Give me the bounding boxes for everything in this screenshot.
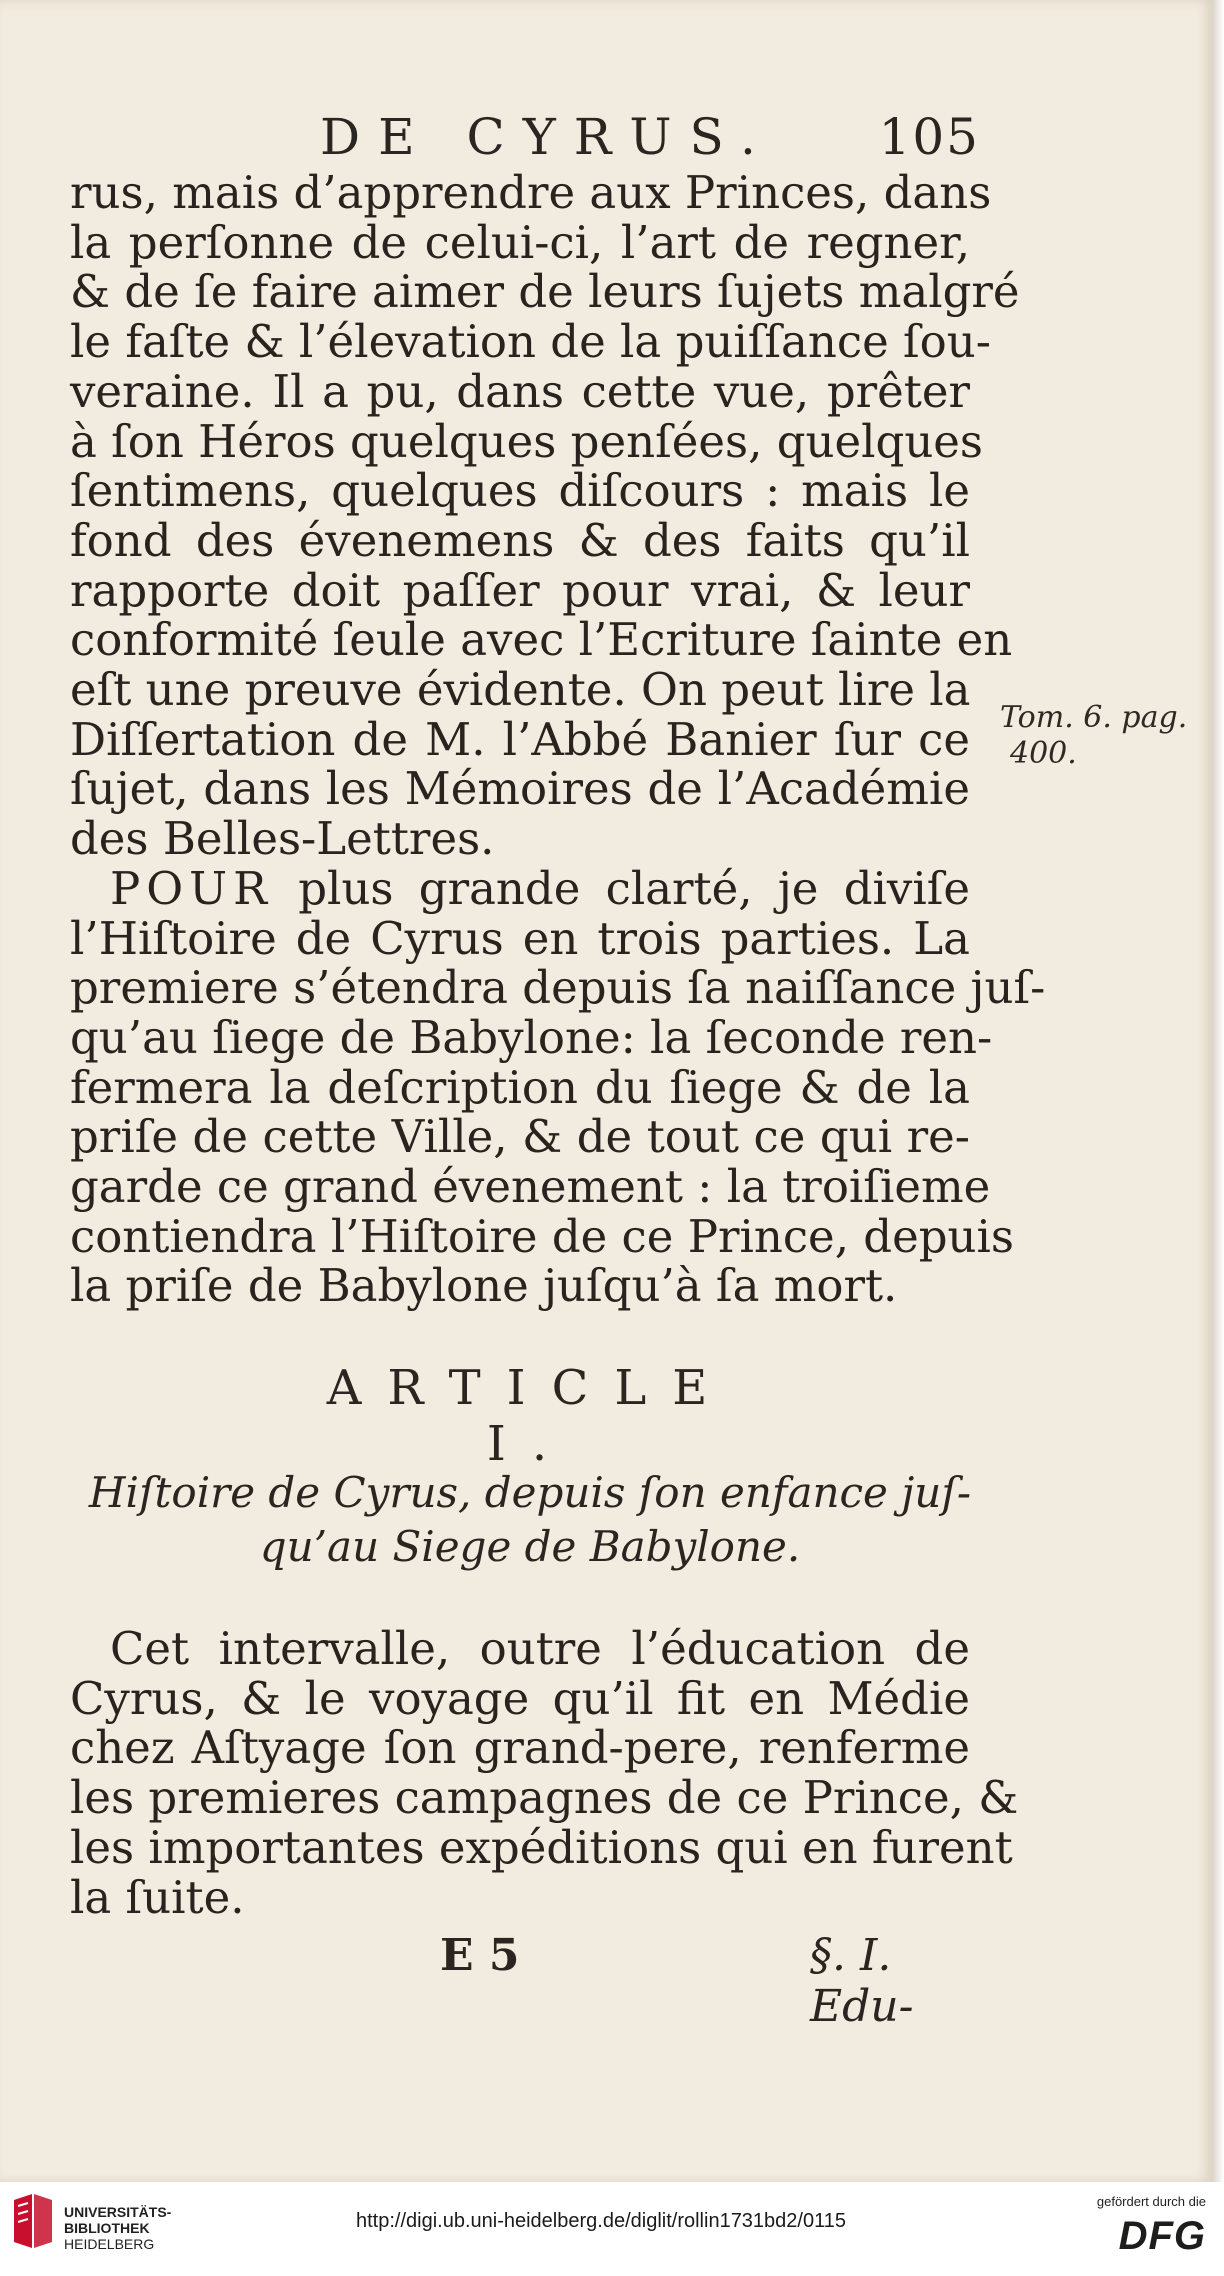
small-caps-word: POUR bbox=[110, 861, 273, 915]
text-line: Diſſertation de M. l’Abbé Banier ſur ce bbox=[70, 712, 970, 766]
text-line: à ſon Héros quelques penſées, quelques bbox=[70, 414, 984, 468]
text-line: & de ſe faire aimer de leurs ſujets malgré bbox=[70, 265, 1020, 319]
permalink-url[interactable]: http://digi.ub.uni-heidelberg.de/diglit/rollin1731bd2/0115 bbox=[356, 2210, 846, 2232]
text-line: rapporte doit paſſer pour vrai, & leur bbox=[70, 563, 970, 617]
text-line: fermera la deſcription du ſiege & de la bbox=[70, 1060, 970, 1114]
subtitle-line: Hiſtoire de Cyrus, depuis ſon enfance juſ- bbox=[88, 1468, 972, 1517]
article-heading: ARTICLE I. bbox=[326, 1360, 734, 1472]
text-line: eſt une preuve évidente. On peut lire la bbox=[70, 663, 971, 717]
running-head: DE CYRUS. bbox=[320, 108, 774, 166]
text-line: garde ce grand évenement : la troiſieme bbox=[70, 1160, 991, 1214]
text-line: fond des évenemens & des faits qu’il bbox=[70, 513, 970, 567]
article-paragraph bbox=[70, 1622, 1019, 1924]
library-name bbox=[64, 2204, 171, 2252]
library-name-line: HEIDELBERG bbox=[64, 2236, 155, 2252]
subtitle-line: qu’au Siege de Babylone. bbox=[259, 1522, 801, 1571]
text-line: rus, mais d’apprendre aux Princes, dans bbox=[70, 166, 992, 219]
article-subtitle bbox=[70, 1466, 990, 1574]
margin-note-line: Tom. 6. pag. bbox=[1000, 700, 1188, 735]
text-line: la priſe de Babylone juſqu’à ſa mort. bbox=[70, 1259, 898, 1313]
text-line bbox=[70, 861, 970, 915]
text-line: les importantes expéditions qui en furent bbox=[70, 1820, 1013, 1874]
text-line: conformité ſeule avec l’Ecriture ſainte en bbox=[70, 613, 1013, 667]
catchword: §. I. Edu- bbox=[810, 1930, 914, 2032]
text-line: ſentimens, quelques diſcours : mais le bbox=[70, 464, 970, 518]
text-fragment: plus grande clarté, je diviſe bbox=[272, 861, 970, 915]
margin-note bbox=[1000, 700, 1190, 772]
text-line: la ſuite. bbox=[70, 1870, 245, 1924]
page-edge bbox=[1212, 0, 1224, 2182]
page-number: 105 bbox=[878, 108, 980, 166]
page-header bbox=[320, 108, 980, 168]
page-footer bbox=[70, 1930, 990, 2032]
text-line: qu’au ſiege de Babylone: la ſeconde ren- bbox=[70, 1010, 993, 1064]
margin-note-line: 400. bbox=[1010, 736, 1077, 771]
text-line: chez Aſtyage ſon grand-pere, renferme bbox=[70, 1721, 970, 1775]
signature-mark: E 5 bbox=[440, 1930, 520, 1981]
library-name-line: UNIVERSITÄTS- bbox=[64, 2204, 172, 2220]
text-line: veraine. Il a pu, dans cette vue, prêter bbox=[70, 364, 970, 418]
text-line: la perſonne de celui-ci, l’art de regner, bbox=[70, 215, 970, 269]
text-line: Cet intervalle, outre l’éducation de bbox=[110, 1622, 970, 1675]
text-line: ſujet, dans les Mémoires de l’Académie bbox=[70, 762, 970, 816]
text-line: Cyrus, & le voyage qu’il fit en Médie bbox=[70, 1671, 970, 1725]
dfg-logo: DFG bbox=[1118, 2214, 1206, 2258]
text-line: premiere s’étendra depuis ſa naiſſance juſ- bbox=[70, 961, 1046, 1015]
text-line: contiendra l’Hiſtoire de ce Prince, depuis bbox=[70, 1209, 1015, 1263]
text-line: le faſte & l’élevation de la puiſſance ſou- bbox=[70, 315, 991, 369]
text-line: des Belles-Lettres. bbox=[70, 812, 495, 866]
text-line: l’Hiſtoire de Cyrus en trois parties. La bbox=[70, 911, 970, 965]
funding-note: gefördert durch die bbox=[1096, 2194, 1206, 2209]
text-line: les premieres campagnes de ce Prince, & bbox=[70, 1771, 1019, 1825]
library-name-line: BIBLIOTHEK bbox=[64, 2220, 150, 2236]
text-line: priſe de cette Ville, & de tout ce qui re- bbox=[70, 1110, 970, 1164]
library-logo-icon[interactable] bbox=[10, 2192, 56, 2252]
